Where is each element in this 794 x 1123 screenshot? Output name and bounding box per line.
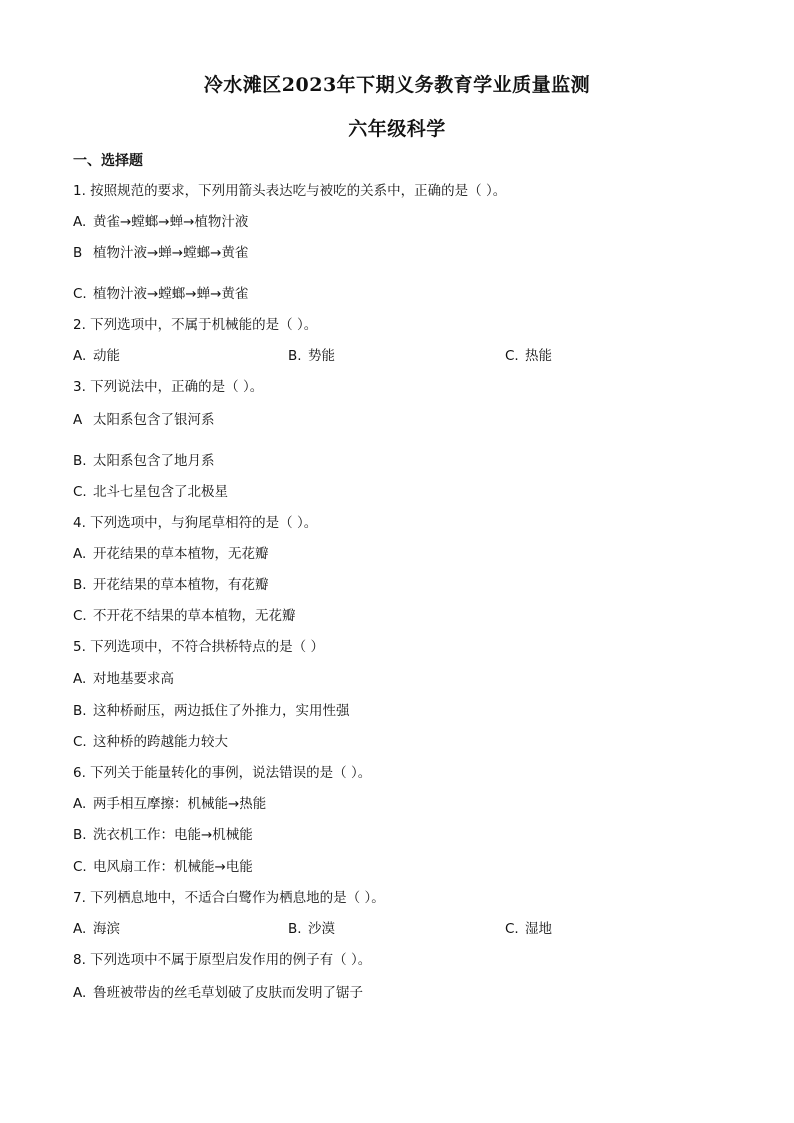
option-label: C. <box>73 734 87 750</box>
question-4-stem: 4. 下列选项中，与狗尾草相符的是（ ）。 <box>73 515 318 531</box>
question-2-stem: 2. 下列选项中，不属于机械能的是（ ）。 <box>73 317 318 333</box>
option-text: 热能 <box>525 348 552 364</box>
option-label: A. <box>73 214 87 230</box>
question-7-option-c <box>505 920 552 938</box>
question-7-stem: 7. 下列栖息地中，不适合白鹭作为栖息地的是（ ）。 <box>73 890 385 906</box>
question-1-option-a <box>73 213 248 231</box>
option-text: 海滨 <box>93 921 120 937</box>
question-6-stem: 6. 下列关于能量转化的事例，说法错误的是（ ）。 <box>73 765 372 781</box>
question-3-option-a <box>73 411 215 429</box>
exam-title: 冷水滩区2023年下期义务教育学业质量监测 <box>203 74 591 96</box>
option-label: A. <box>73 671 87 687</box>
section-heading: 一、选择题 <box>73 153 143 169</box>
option-text: 两手相互摩擦：机械能→热能 <box>93 796 267 812</box>
question-8-stem: 8. 下列选项中不属于原型启发作用的例子有（ ）。 <box>73 952 372 968</box>
option-text: 植物汁液→螳螂→蝉→黄雀 <box>93 286 249 302</box>
question-5-stem: 5. 下列选项中，不符合拱桥特点的是（ ） <box>73 639 324 655</box>
exam-subtitle: 六年级科学 <box>348 118 446 140</box>
option-label: A. <box>73 985 87 1001</box>
question-4-option-c <box>73 607 296 625</box>
question-3-option-b <box>73 452 215 470</box>
question-2-option-b <box>288 347 335 365</box>
question-5-option-b <box>73 702 350 720</box>
option-text: 沙漠 <box>308 921 335 937</box>
option-label: C. <box>73 484 87 500</box>
option-text: 太阳系包含了地月系 <box>93 453 215 469</box>
option-text: 洗衣机工作：电能→机械能 <box>93 827 253 843</box>
option-label: B. <box>73 453 87 469</box>
option-text: 湿地 <box>525 921 552 937</box>
option-text: 黄雀→螳螂→蝉→植物汁液 <box>93 214 249 230</box>
option-text: 植物汁液→蝉→螳螂→黄雀 <box>93 245 249 261</box>
option-text: 动能 <box>93 348 120 364</box>
option-text: 鲁班被带齿的丝毛草划破了皮肤而发明了锯子 <box>93 985 363 1001</box>
question-6-option-a <box>73 795 266 813</box>
option-label: C. <box>505 348 519 364</box>
option-label: A <box>73 412 83 428</box>
question-6-option-c <box>73 858 253 876</box>
question-8-option-a <box>73 984 363 1002</box>
option-label: C. <box>73 608 87 624</box>
option-text: 开花结果的草本植物，有花瓣 <box>93 577 269 593</box>
option-label: A. <box>73 348 87 364</box>
option-text: 势能 <box>308 348 335 364</box>
option-text: 北斗七星包含了北极星 <box>93 484 228 500</box>
option-label: B <box>73 245 83 261</box>
option-text: 这种桥耐压，两边抵住了外推力，实用性强 <box>93 703 350 719</box>
question-5-option-a <box>73 670 174 688</box>
option-label: A. <box>73 921 87 937</box>
option-text: 开花结果的草本植物，无花瓣 <box>93 546 269 562</box>
option-label: A. <box>73 546 87 562</box>
option-text: 电风扇工作：机械能→电能 <box>93 859 253 875</box>
option-label: B. <box>73 827 87 843</box>
option-label: B. <box>73 703 87 719</box>
question-1-stem: 1. 按照规范的要求，下列用箭头表达吃与被吃的关系中，正确的是（ ）。 <box>73 183 507 199</box>
option-label: C. <box>505 921 519 937</box>
question-7-option-a <box>73 920 120 938</box>
question-2-option-c <box>505 347 552 365</box>
question-7-option-b <box>288 920 335 938</box>
question-4-option-b <box>73 576 269 594</box>
option-label: A. <box>73 796 87 812</box>
option-text: 对地基要求高 <box>93 671 174 687</box>
option-text: 太阳系包含了银河系 <box>93 412 215 428</box>
option-label: B. <box>288 921 302 937</box>
option-label: B. <box>73 577 87 593</box>
question-3-stem: 3. 下列说法中，正确的是（ ）。 <box>73 379 264 395</box>
option-text: 这种桥的跨越能力较大 <box>93 734 228 750</box>
option-label: C. <box>73 859 87 875</box>
question-3-option-c <box>73 483 228 501</box>
question-6-option-b <box>73 826 253 844</box>
question-2-option-a <box>73 347 120 365</box>
question-1-option-c <box>73 285 248 303</box>
question-4-option-a <box>73 545 269 563</box>
option-text: 不开花不结果的草本植物，无花瓣 <box>93 608 296 624</box>
option-label: C. <box>73 286 87 302</box>
option-label: B. <box>288 348 302 364</box>
question-1-option-b <box>73 244 248 262</box>
question-5-option-c <box>73 733 228 751</box>
